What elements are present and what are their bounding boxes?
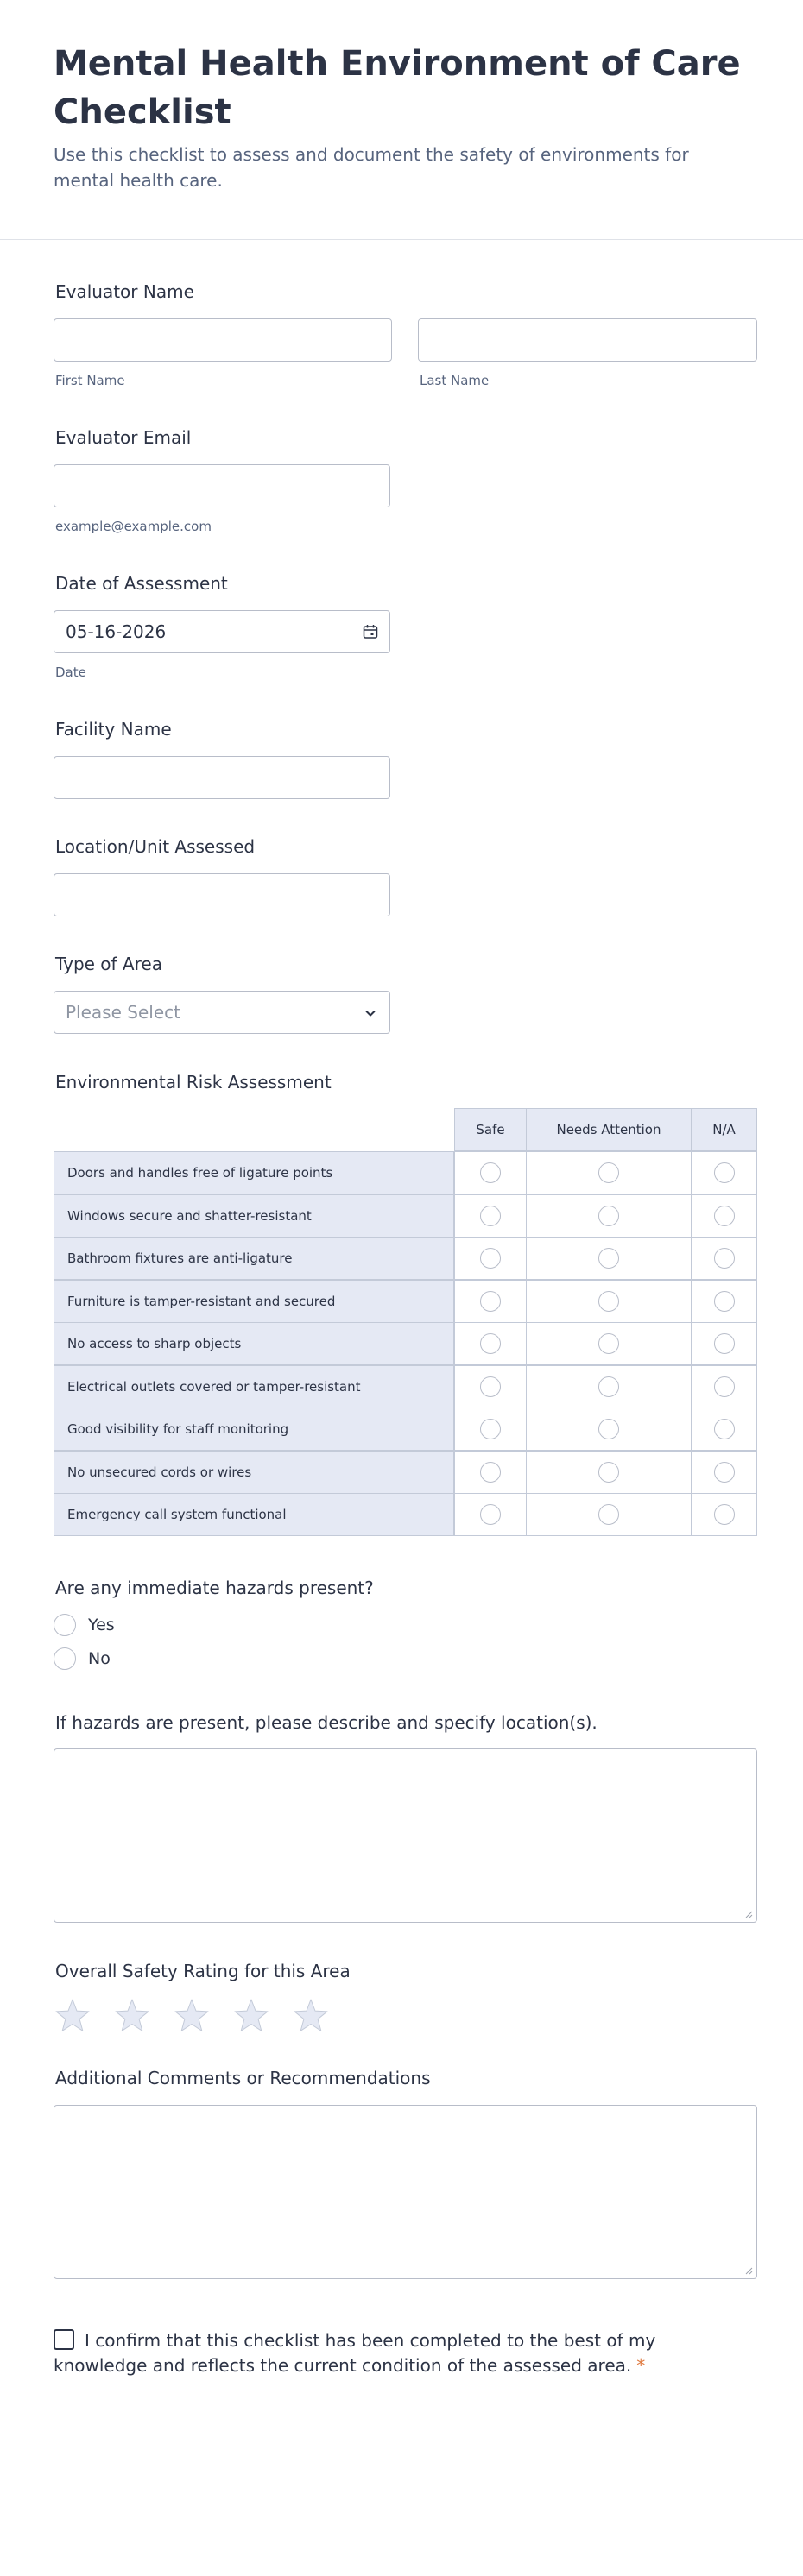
matrix-radio-safe[interactable] xyxy=(480,1162,501,1183)
page-subtitle: Use this checklist to assess and document the safety of environments for mental health care. xyxy=(54,144,689,191)
matrix-cell-na xyxy=(691,1237,757,1280)
matrix-col-safe: Safe xyxy=(454,1108,527,1151)
matrix-cell-safe xyxy=(454,1151,527,1194)
star-icon[interactable] xyxy=(173,1997,211,2035)
confirm-checkbox-row[interactable] xyxy=(54,2328,684,2378)
matrix-row-label: Electrical outlets covered or tamper-resistant xyxy=(54,1365,454,1408)
area-type-placeholder: Please Select xyxy=(66,1002,180,1023)
calendar-icon[interactable] xyxy=(362,623,379,640)
matrix-cell-na xyxy=(691,1280,757,1323)
matrix-cell-needs-attention xyxy=(526,1408,692,1451)
matrix-row-label: Doors and handles free of ligature points xyxy=(54,1151,454,1194)
rating-label: Overall Safety Rating for this Area xyxy=(55,1961,351,1981)
matrix-radio-safe[interactable] xyxy=(480,1333,501,1354)
hazard-description-label: If hazards are present, please describe and specify location(s). xyxy=(55,1712,598,1733)
hazards-option-yes[interactable] xyxy=(54,1614,115,1636)
matrix-cell-needs-attention xyxy=(526,1451,692,1494)
matrix-radio-needs-attention[interactable] xyxy=(598,1333,619,1354)
hazards-label: Are any immediate hazards present? xyxy=(55,1578,374,1598)
star-icon[interactable] xyxy=(232,1997,270,2035)
matrix-cell-safe xyxy=(454,1194,527,1238)
matrix-row-label: Bathroom fixtures are anti-ligature xyxy=(54,1237,454,1280)
matrix-radio-na[interactable] xyxy=(714,1206,735,1226)
radio-button[interactable] xyxy=(54,1647,76,1670)
matrix-radio-needs-attention[interactable] xyxy=(598,1376,619,1397)
matrix-cell-safe xyxy=(454,1280,527,1323)
matrix-cell-needs-attention xyxy=(526,1280,692,1323)
location-label: Location/Unit Assessed xyxy=(55,836,256,857)
matrix-radio-needs-attention[interactable] xyxy=(598,1206,619,1226)
last-name-sublabel: Last Name xyxy=(420,373,490,388)
comments-label: Additional Comments or Recommendations xyxy=(55,2068,431,2088)
first-name-input[interactable] xyxy=(54,318,392,362)
date-sublabel: Date xyxy=(55,664,86,680)
hazards-option-label: No xyxy=(88,1649,111,1668)
matrix-cell-safe xyxy=(454,1237,527,1280)
matrix-cell-safe xyxy=(454,1408,527,1451)
resize-handle-icon[interactable] xyxy=(744,2266,753,2275)
matrix-radio-needs-attention[interactable] xyxy=(598,1248,619,1269)
matrix-radio-safe[interactable] xyxy=(480,1291,501,1312)
email-sublabel: example@example.com xyxy=(55,519,212,534)
matrix-radio-safe[interactable] xyxy=(480,1206,501,1226)
email-input[interactable] xyxy=(54,464,390,507)
star-icon[interactable] xyxy=(54,1997,92,2035)
hazards-option-label: Yes xyxy=(88,1616,115,1634)
matrix-col-needs-attention: Needs Attention xyxy=(526,1108,692,1151)
confirm-checkbox[interactable] xyxy=(54,2329,74,2350)
matrix-cell-na xyxy=(691,1408,757,1451)
matrix-row-label: Emergency call system functional xyxy=(54,1493,454,1536)
matrix-cell-safe xyxy=(454,1451,527,1494)
matrix-cell-needs-attention xyxy=(526,1322,692,1365)
matrix-radio-na[interactable] xyxy=(714,1333,735,1354)
matrix-radio-needs-attention[interactable] xyxy=(598,1291,619,1312)
matrix-radio-na[interactable] xyxy=(714,1419,735,1439)
date-input[interactable] xyxy=(54,610,390,653)
page-title: Mental Health Environment of Care Checklist xyxy=(54,44,741,132)
chevron-down-icon xyxy=(362,1005,379,1022)
form-header xyxy=(0,0,803,240)
matrix-radio-safe[interactable] xyxy=(480,1419,501,1439)
matrix-radio-needs-attention[interactable] xyxy=(598,1419,619,1439)
matrix-radio-safe[interactable] xyxy=(480,1248,501,1269)
comments-textarea[interactable] xyxy=(54,2105,757,2279)
hazard-description-textarea[interactable] xyxy=(54,1748,757,1923)
matrix-radio-na[interactable] xyxy=(714,1462,735,1483)
matrix-row-label: No access to sharp objects xyxy=(54,1322,454,1365)
star-icon[interactable] xyxy=(113,1997,151,2035)
matrix-radio-needs-attention[interactable] xyxy=(598,1162,619,1183)
facility-input[interactable] xyxy=(54,756,390,799)
matrix-radio-na[interactable] xyxy=(714,1291,735,1312)
matrix-cell-na xyxy=(691,1194,757,1238)
matrix-cell-na xyxy=(691,1493,757,1536)
matrix-cell-na xyxy=(691,1451,757,1494)
matrix-cell-safe xyxy=(454,1365,527,1408)
matrix-radio-needs-attention[interactable] xyxy=(598,1462,619,1483)
evaluator-email-label: Evaluator Email xyxy=(55,427,192,448)
matrix-row-label: Furniture is tamper-resistant and secured xyxy=(54,1280,454,1323)
matrix-cell-na xyxy=(691,1365,757,1408)
matrix-cell-needs-attention xyxy=(526,1237,692,1280)
facility-label: Facility Name xyxy=(55,719,172,740)
hazards-option-no[interactable] xyxy=(54,1647,111,1670)
location-input[interactable] xyxy=(54,873,390,916)
matrix-radio-na[interactable] xyxy=(714,1504,735,1525)
evaluator-name-label: Evaluator Name xyxy=(55,281,194,302)
matrix-cell-needs-attention xyxy=(526,1151,692,1194)
matrix-col-na: N/A xyxy=(691,1108,757,1151)
matrix-radio-na[interactable] xyxy=(714,1376,735,1397)
matrix-cell-safe xyxy=(454,1322,527,1365)
risk-matrix-label: Environmental Risk Assessment xyxy=(55,1072,332,1093)
matrix-cell-needs-attention xyxy=(526,1365,692,1408)
required-mark: * xyxy=(636,2355,646,2376)
date-label: Date of Assessment xyxy=(55,573,228,594)
matrix-cell-safe xyxy=(454,1493,527,1536)
matrix-cell-na xyxy=(691,1151,757,1194)
date-value: 05-16-2026 xyxy=(66,621,167,642)
matrix-row-label: No unsecured cords or wires xyxy=(54,1451,454,1494)
resize-handle-icon[interactable] xyxy=(744,1910,753,1918)
matrix-row-label: Good visibility for staff monitoring xyxy=(54,1408,454,1451)
confirm-text: I confirm that this checklist has been completed to the best of my knowledge and reflects the current condition of the assessed area. xyxy=(54,2330,656,2376)
last-name-input[interactable] xyxy=(418,318,757,362)
star-icon[interactable] xyxy=(292,1997,330,2035)
matrix-radio-needs-attention[interactable] xyxy=(598,1504,619,1525)
star-rating[interactable] xyxy=(54,1997,351,2035)
area-type-select[interactable] xyxy=(54,991,390,1034)
matrix-radio-safe[interactable] xyxy=(480,1504,501,1525)
area-type-label: Type of Area xyxy=(55,954,162,974)
matrix-cell-needs-attention xyxy=(526,1493,692,1536)
matrix-cell-na xyxy=(691,1322,757,1365)
matrix-radio-na[interactable] xyxy=(714,1162,735,1183)
matrix-row-label: Windows secure and shatter-resistant xyxy=(54,1194,454,1238)
matrix-cell-needs-attention xyxy=(526,1194,692,1238)
matrix-radio-safe[interactable] xyxy=(480,1376,501,1397)
first-name-sublabel: First Name xyxy=(55,373,125,388)
matrix-radio-safe[interactable] xyxy=(480,1462,501,1483)
radio-button[interactable] xyxy=(54,1614,76,1636)
matrix-radio-na[interactable] xyxy=(714,1248,735,1269)
